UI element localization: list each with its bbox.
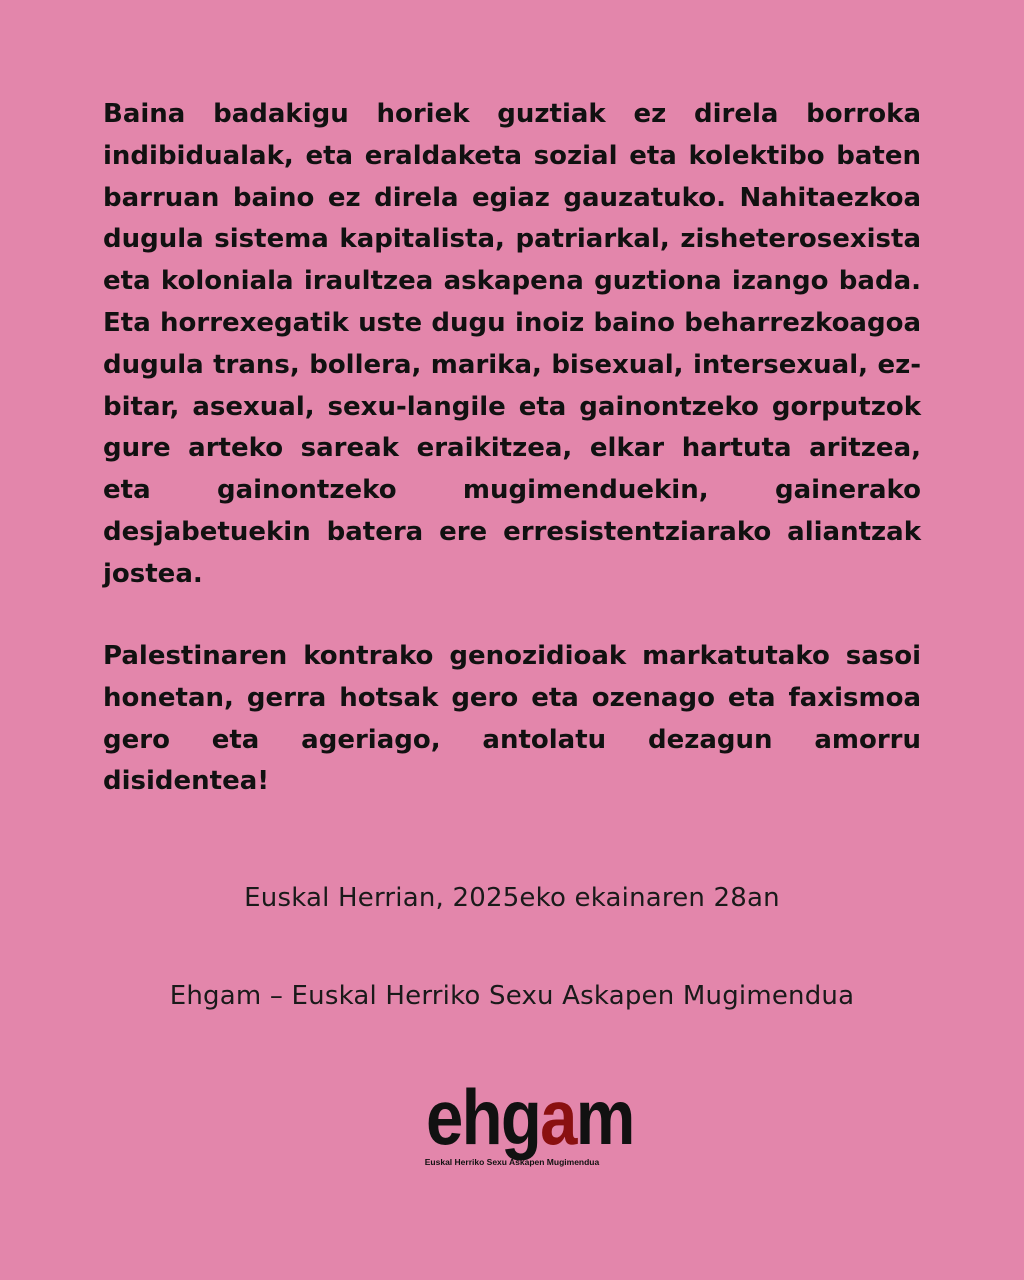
place-date: Euskal Herrian, 2025eko ekainaren 28an bbox=[244, 883, 780, 913]
logo-wordmark bbox=[426, 1072, 634, 1162]
statement-paragraph-1: Baina badakigu horiek guztiak ez direla borroka indibidualak, eta eraldaketa sozial eta kolektibo baten barruan baino ez direla egiaz gauzatuko. Nahitaezkoa dugula sistema kapitalista, patriarkal, zisheterosexista eta koloniala iraultzea askapena guztiona izango bada. Eta horrexegatik uste dugu inoiz baino beharrezkoagoa dugula trans, bollera, marika, bisexual, intersexual, ez-bitar, asexual, sexu-langile eta gainontzeko gorputzok gure arteko sareak eraikitzea, elkar hartuta aritzea, eta gainontzeko mugimenduekin, gainerako desjabetuekin batera ere erresistentziarako aliantzak jostea. bbox=[103, 99, 921, 589]
signature: Ehgam – Euskal Herriko Sexu Askapen Mugimendua bbox=[169, 981, 855, 1011]
statement-paragraph-2: Palestinaren kontrako genozidioak markatutako sasoi honetan, gerra hotsak gero eta ozenago eta faxismoa gero eta ageriago, antolatu dezagun amorru disidentea! bbox=[103, 641, 921, 797]
logo-tagline: Euskal Herriko Sexu Askapen Mugimendua bbox=[424, 1157, 600, 1167]
logo-wordmark-part-3: m bbox=[575, 1073, 634, 1161]
ehgam-logo bbox=[412, 1073, 634, 1175]
logo-wordmark-part-1: ehg bbox=[426, 1073, 541, 1161]
logo-wordmark-accent: a bbox=[540, 1073, 576, 1161]
